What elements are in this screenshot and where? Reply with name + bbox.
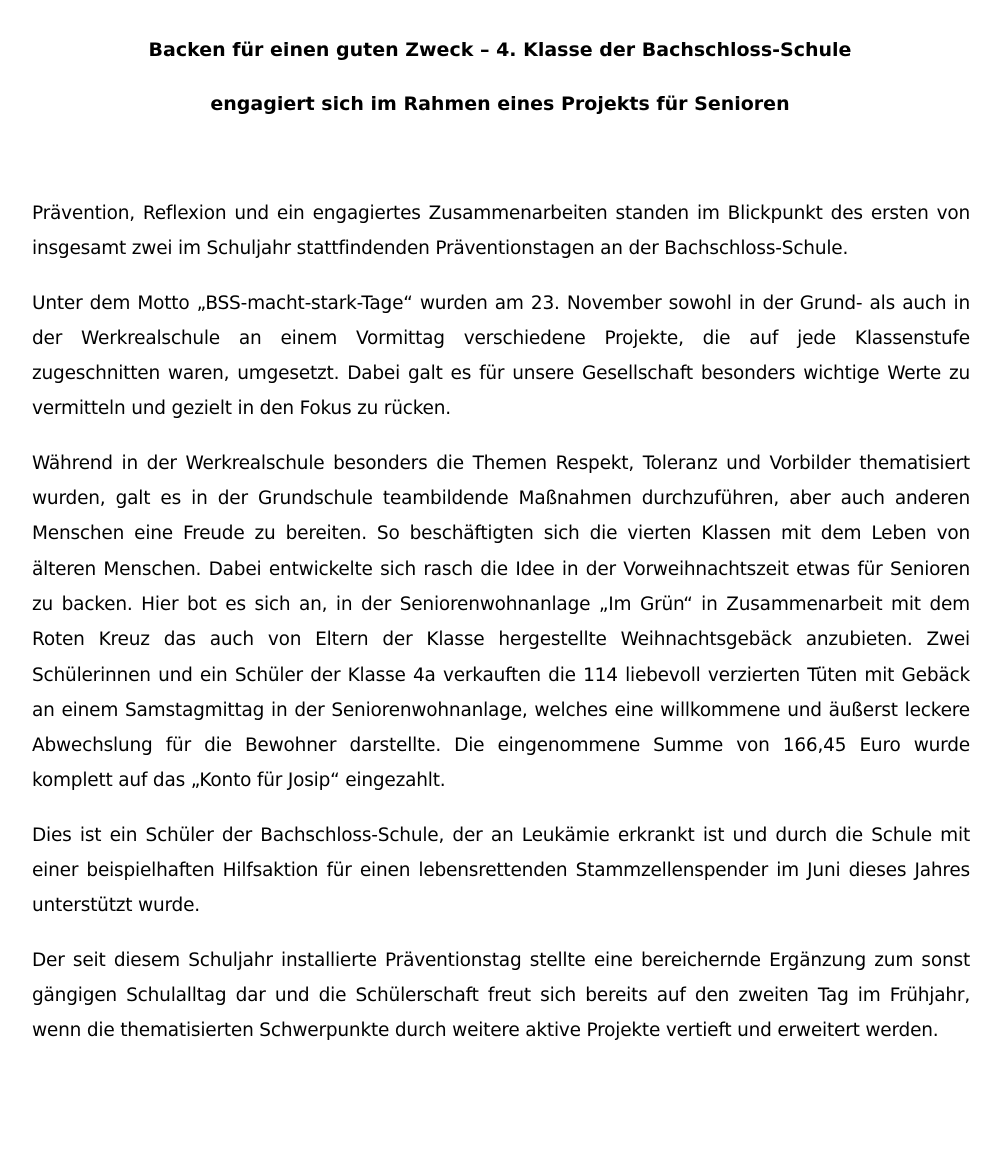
paragraph-conclusion: Der seit diesem Schuljahr installierte Präventionstag stellte eine bereichernde Ergänzung zum sonst gängigen Schulalltag dar und die Schülerschaft freut sich bereits auf den zweiten Tag im Frühjahr, wenn die thematisierten Schwerpunkte durch weitere aktive Projekte vertieft und erweitert werden.: [32, 949, 970, 1042]
paragraph-project: Während in der Werkrealschule besonders die Themen Respekt, Toleranz und Vorbilder thematisiert wurden, galt es in der Grundschule teambildende Maßnahmen durchzuführen, aber auch anderen Menschen eine Freude zu bereiten. So beschäftigten sich die vierten Klassen mit dem Leben von älteren Menschen. Dabei entwickelte sich rasch die Idee in der Vorweihnachtszeit etwas für Senioren zu backen. Hier bot es sich an, in der Seniorenwohnanlage „Im Grün“ in Zusammenarbeit mit dem Roten Kreuz das auch von Eltern der Klasse hergestellte Weihnachtsgebäck anzubieten. Zwei Schülerinnen und ein Schüler der Klasse 4a verkauften die 114 liebevoll verzierten Tüten mit Gebäck an einem Samstagmittag in der Seniorenwohnanlage, welches eine willkommene und äußerst leckere Abwechslung für die Bewohner darstellte. Die eingenommene Summe von 166,45 Euro wurde komplett auf das „Konto für Josip“ eingezahlt.: [32, 452, 970, 792]
paragraph-josip: Dies ist ein Schüler der Bachschloss-Schule, der an Leukämie erkrankt ist und durch die Schule mit einer beispielhaften Hilfsaktion für einen lebensrettenden Stammzellenspender im Juni dieses Jahres unterstützt wurde.: [32, 824, 970, 917]
paragraph-intro: Prävention, Reflexion und ein engagiertes Zusammenarbeiten standen im Blickpunkt des ersten von insgesamt zwei im Schuljahr stattfindenden Präventionstagen an der Bachschloss-Schule.: [32, 203, 970, 260]
document-subtitle: engagiert sich im Rahmen eines Projekts für Senioren: [210, 93, 790, 115]
article-body: [32, 196, 970, 1068]
paragraph-motto: Unter dem Motto „BSS-macht-stark-Tage“ wurden am 23. November sowohl in der Grund- als auch in der Werkrealschule an einem Vormittag verschiedene Projekte, die auf jede Klassenstufe zugeschnitten waren, umgesetzt. Dabei galt es für unsere Gesellschaft besonders wichtige Werte zu vermitteln und gezielt in den Fokus zu rücken.: [32, 292, 970, 420]
document-title: Backen für einen guten Zweck – 4. Klasse der Bachschloss-Schule: [148, 39, 852, 61]
